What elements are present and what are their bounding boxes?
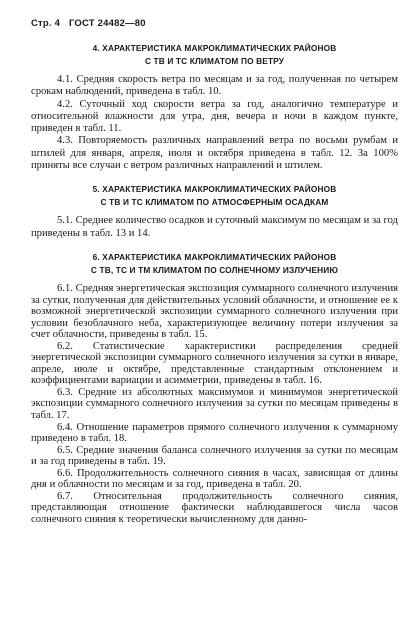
paragraph-6-5: 6.5. Средние значения баланса солнечного излучения за сутки по месяцам и за год приведены в табл. 19. bbox=[31, 444, 398, 468]
page-number: Стр. 4 bbox=[31, 18, 61, 29]
paragraph-6-3: 6.3. Средние из абсолютных максимумов и минимумов энергетической экспозиции суммарного солнечного излучения за сутки по месяцам приведены в табл. 17. bbox=[31, 386, 398, 421]
section-title bbox=[31, 183, 398, 209]
section-title-line: С ТВ И ТС КЛИМАТОМ ПО ВЕТРУ bbox=[144, 56, 285, 66]
section-title-line: С ТВ И ТС КЛИМАТОМ ПО АТМОСФЕРНЫМ ОСАДКАМ bbox=[100, 197, 329, 208]
section-title-line: С ТВ, ТС И ТМ КЛИМАТОМ ПО СОЛНЕЧНОМУ ИЗЛУЧЕНИЮ bbox=[90, 264, 339, 275]
paragraph-6-1: 6.1. Средняя энергетическая экспозиция суммарного солнечного излучения за сутки, полученная для действительных условий облачности, и отношение ее к возможной энергетической экспозиции суммарного солнечного излучения при условии безоблачного неба, характеризующее величину потери излучения за счет облачности, приведены в табл. 15. bbox=[31, 282, 398, 341]
paragraph-6-2: 6.2. Статистические характеристики распределения средней энергетической экспозиции суммарного солнечного излучения за сутки в январе, апреле, июле и октябре, представленные стандартным отклонением и коэффициентами вариации и асимметрии, приведены в табл. 16. bbox=[31, 340, 398, 387]
paragraph-6-4: 6.4. Отношение параметров прямого солнечного излучения к суммарному приведено в табл. 18. bbox=[31, 421, 398, 445]
paragraph-5-1: 5.1. Среднее количество осадков и суточный максимум по месяцам и за год приведены в табл. 13 и 14. bbox=[31, 215, 398, 239]
section-title-line: 6. ХАРАКТЕРИСТИКА МАКРОКЛИМАТИЧЕСКИХ РАЙОНОВ bbox=[92, 251, 337, 262]
paragraph-6-6: 6.6. Продолжительность солнечного сияния в часах, зависящая от длины дня и облачности по месяцам и за год, приведена в табл. 20. bbox=[31, 467, 398, 491]
paragraph-4-3: 4.3. Повторяемость различных направлений ветра по восьми румбам и штилей для января, апреля, июля и октября приведена в табл. 12. За 100% приняты все случаи с ветром различных направлений и штилем. bbox=[31, 135, 398, 172]
paragraph-6-7: 6.7. Относительная продолжительность солнечного сияния, представляющая отношение фактически наблюдавшегося числа часов солнечного сияния к теоретически вычисленному для данно- bbox=[31, 490, 398, 525]
section-precipitation bbox=[31, 183, 398, 240]
section-wind bbox=[31, 42, 398, 172]
paragraph-4-1: 4.1. Средняя скорость ветра по месяцам и за год, полученная по четырем срокам наблюдений, приведена в табл. 10. bbox=[31, 74, 398, 98]
running-header bbox=[31, 18, 398, 29]
paragraph-4-2: 4.2. Суточный ход скорости ветра за год, аналогично температуре и относительной влажности для утра, дня, вечера и ночи в каждом пункте, приведен в табл. 11. bbox=[31, 98, 398, 135]
section-title-line: 5. ХАРАКТЕРИСТИКА МАКРОКЛИМАТИЧЕСКИХ РАЙОНОВ bbox=[92, 184, 337, 195]
section-title bbox=[31, 251, 398, 277]
standard-number: ГОСТ 24482—80 bbox=[68, 18, 146, 29]
section-title bbox=[31, 42, 398, 68]
section-title-line: 4. ХАРАКТЕРИСТИКА МАКРОКЛИМАТИЧЕСКИХ РАЙОНОВ bbox=[92, 43, 337, 53]
section-solar-radiation bbox=[31, 251, 398, 525]
